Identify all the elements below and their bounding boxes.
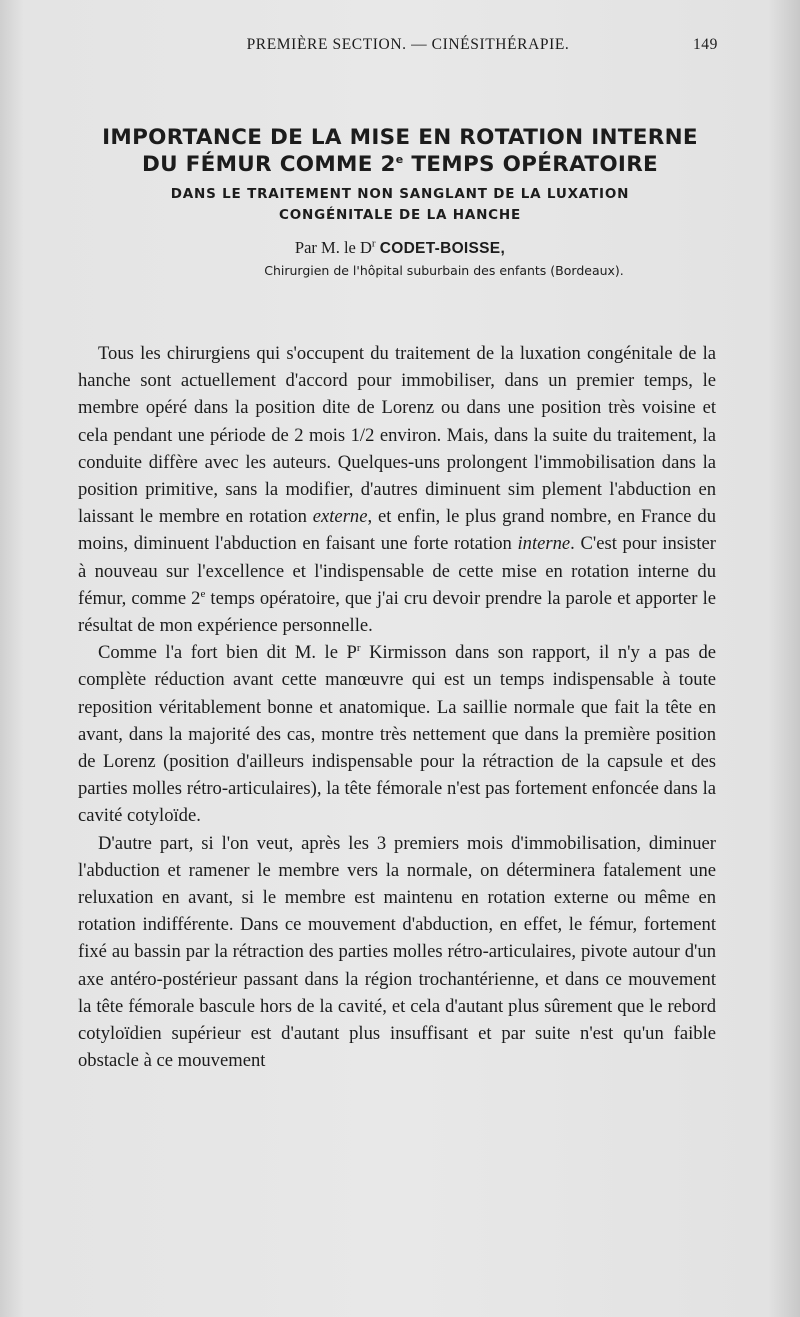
article-title-line-1: IMPORTANCE DE LA MISE EN ROTATION INTERNE <box>102 125 698 150</box>
paragraph-1-text-a: Tous les chirurgiens qui s'occupent du traitement de la luxation congénitale de la hanche sont actuellement d'accord pour immobiliser, dans un premier temps, le membre opéré dans la position dite de Lorenz ou dans une position très voisine et cela pendant une période de 2 mois 1/2 environ. Mais, dans la suite du traitement, la conduite diffère avec les auteurs. Quelques-uns prolongent l'immobilisation dans la position primitive, sans la modifier, d'autres diminuent sim plement l'abduction en laissant le membre en rotation <box>78 343 716 528</box>
article-heading <box>70 124 730 279</box>
author-affiliation: Chirurgien de l'hôpital suburbain des enfants (Bordeaux). <box>264 263 624 278</box>
running-head-title: PREMIÈRE SECTION. — CINÉSITHÉRAPIE. <box>246 36 570 53</box>
page-number: 149 <box>692 36 718 53</box>
paragraph-1-emphasis-externe: externe <box>312 506 368 528</box>
paragraph-1-emphasis-interne: interne <box>517 533 571 555</box>
paragraph-1 <box>78 340 716 639</box>
ordinal-superscript: e <box>395 152 404 166</box>
article-subtitle <box>70 184 730 226</box>
article-title-line-2 <box>142 152 658 177</box>
paragraph-1-text-c: . C'est pour insister à nouveau sur l'excellence et l'indispensable de cette mise en rotation interne du fémur, comme 2 <box>78 533 716 609</box>
paragraph-3: D'autre part, si l'on veut, après les 3 premiers mois d'immobilisation, diminuer l'abduction et ramener le membre vers la normale, on déterminera fatalement une reluxation en avant, si le membre est maintenu en rotation externe ou même en rotation indifférente. Dans ce mouvement d'abduction, en effet, le fémur, fortement fixé au bassin par la rétraction des parties molles rétro-articulaires, pivote autour d'un axe antéro-postérieur passant dans la région trochantérienne, et dans ce mouvement la tête fémorale bascule hors de la cavité, et cela d'autant plus sûrement que le rebord cotyloïdien supérieur est d'autant plus insuffisant et par suite n'est qu'un faible obstacle à ce mouvement <box>78 832 716 1072</box>
article-title-line-2-text: DU FÉMUR COMME 2 <box>141 152 396 177</box>
paragraph-2-superscript: r <box>356 642 361 655</box>
paragraph-1-text-d: temps opératoire, que j'ai cru devoir prendre la parole et apporter le résultat de mon expérience personnelle. <box>78 587 716 637</box>
author-prefix-superscript: r <box>371 237 376 250</box>
article-subtitle-line-1: DANS LE TRAITEMENT NON SANGLANT DE LA LUXATION <box>170 186 630 202</box>
article-title-line-2-rest: TEMPS OPÉRATOIRE <box>403 152 659 177</box>
paragraph-1-superscript: e <box>200 587 206 600</box>
article-subtitle-line-2: CONGÉNITALE DE LA HANCHE <box>279 207 521 223</box>
paragraph-2-text-a: Comme l'a fort bien dit M. le P <box>98 642 357 664</box>
article-title <box>70 124 730 178</box>
author-name: CODET-BOISSE, <box>379 240 506 257</box>
paragraph-1-text-b: , et enfin, le plus grand nombre, en France du moins, diminuent l'abduction en faisant une forte rotation <box>78 506 716 555</box>
paragraph-2-text-b: Kirmisson dans son rapport, il n'y a pas de complète réduction avant cette manœuvre qui est un temps indispensable à toute reposition véritablement bonne et anatomique. La saillie normale que fait la tête en avant, dans la majorité des cas, montre très nettement que dans la première position de Lorenz (position d'ailleurs indispensable pour la rétraction de la capsule et des parties molles rétro-articulaires), la tête fémorale n'est pas fortement enfoncée dans la cavité cotyloïde. <box>78 642 716 827</box>
paragraph-2 <box>78 639 716 829</box>
article-body <box>78 340 716 1074</box>
author-prefix: Par M. le D <box>294 238 372 257</box>
running-head <box>78 34 718 60</box>
author-line <box>70 237 730 260</box>
